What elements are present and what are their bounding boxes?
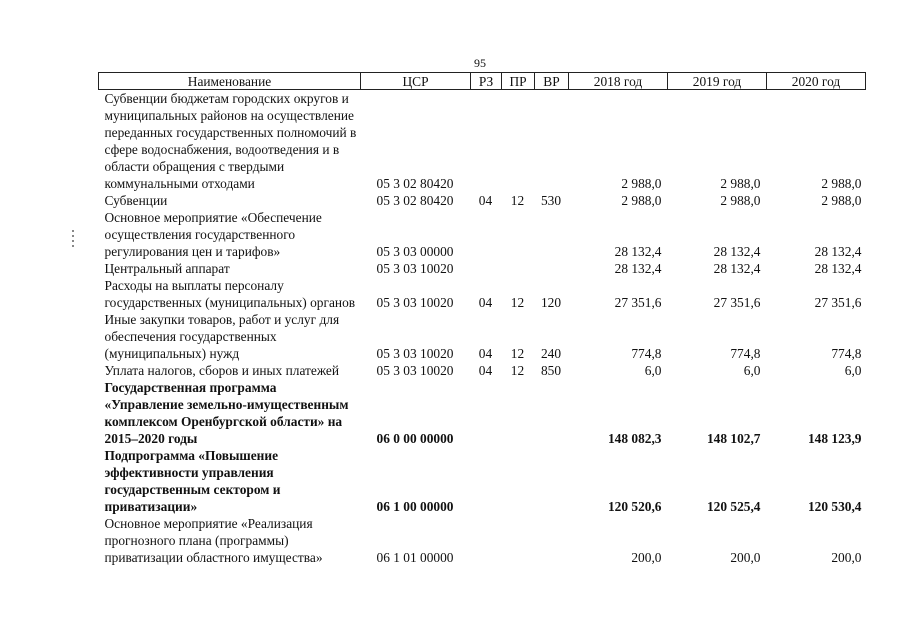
row-2018: 774,8	[631, 346, 662, 361]
row-rz	[471, 260, 502, 277]
row-2019: 774,8	[730, 346, 761, 361]
row-pr	[502, 379, 535, 447]
row-name: Центральный аппарат	[104, 261, 230, 276]
row-2018: 148 082,3	[607, 431, 662, 446]
row-csr: 05 3 02 80420	[376, 193, 454, 208]
row-csr: 06 1 01 00000	[376, 550, 454, 565]
header-2019: 2019 год	[668, 73, 767, 90]
row-rz: 04	[478, 193, 493, 208]
row-pr: 12	[510, 363, 525, 378]
row-csr: 05 3 03 00000	[376, 244, 454, 259]
table-row	[99, 379, 866, 447]
row-2019: 2 988,0	[720, 176, 761, 191]
row-vr	[535, 260, 569, 277]
row-vr: 530	[540, 193, 562, 208]
header-rz: РЗ	[471, 73, 502, 90]
row-pr	[502, 209, 535, 260]
row-vr	[535, 209, 569, 260]
row-2020: 774,8	[831, 346, 862, 361]
table-row	[99, 90, 866, 193]
row-pr	[502, 90, 535, 193]
header-vr: ВР	[535, 73, 569, 90]
row-2020: 200,0	[831, 550, 862, 565]
header-2018: 2018 год	[569, 73, 668, 90]
row-csr: 05 3 03 10020	[376, 261, 454, 276]
row-pr	[502, 260, 535, 277]
row-name: Иные закупки товаров, работ и услуг для обеспечения государственных (муниципальных) нужд	[104, 312, 340, 361]
row-2020: 28 132,4	[814, 244, 862, 259]
row-csr: 05 3 03 10020	[376, 363, 454, 378]
header-csr: ЦСР	[361, 73, 471, 90]
budget-table	[98, 72, 866, 566]
table-row	[99, 192, 866, 209]
row-name: Подпрограмма «Повышение эффективности управления государственным сектором и приватизации»	[104, 448, 281, 514]
row-2020: 2 988,0	[821, 176, 862, 191]
table-row	[99, 277, 866, 311]
row-2018: 120 520,6	[607, 499, 662, 514]
row-2019: 2 988,0	[720, 193, 761, 208]
row-2019: 28 132,4	[713, 244, 761, 259]
row-rz	[471, 90, 502, 193]
table-row	[99, 209, 866, 260]
row-pr: 12	[510, 346, 525, 361]
margin-marks	[72, 230, 75, 250]
table-header-row	[99, 73, 866, 90]
row-2018: 6,0	[644, 363, 662, 378]
table-row	[99, 260, 866, 277]
row-name: Расходы на выплаты персоналу государственных (муниципальных) органов	[104, 278, 356, 310]
row-csr: 05 3 03 10020	[376, 295, 454, 310]
row-name: Субвенции бюджетам городских округов и муниципальных районов на осуществление переданных государственных полномочий в сфере водоснабжения, водоотведения и в области обращения с твердыми коммунальными отходами	[104, 91, 357, 191]
row-vr: 240	[540, 346, 562, 361]
row-2019: 200,0	[730, 550, 761, 565]
row-pr	[502, 515, 535, 566]
row-rz: 04	[478, 346, 493, 361]
row-csr: 05 3 02 80420	[376, 176, 454, 191]
row-vr: 850	[540, 363, 562, 378]
table-body	[99, 90, 866, 567]
row-csr: 06 0 00 00000	[376, 431, 454, 446]
page-number: 95	[474, 56, 486, 70]
header-name: Наименование	[99, 73, 361, 90]
budget-table-container	[98, 72, 865, 566]
row-name: Субвенции	[104, 193, 168, 208]
row-2020: 2 988,0	[821, 193, 862, 208]
row-rz	[471, 379, 502, 447]
table-row	[99, 447, 866, 515]
row-2019: 28 132,4	[713, 261, 761, 276]
row-rz: 04	[478, 295, 493, 310]
row-2018: 200,0	[631, 550, 662, 565]
row-2018: 2 988,0	[621, 176, 662, 191]
row-2019: 27 351,6	[713, 295, 761, 310]
row-vr	[535, 447, 569, 515]
row-rz	[471, 515, 502, 566]
row-2020: 27 351,6	[814, 295, 862, 310]
header-2020: 2020 год	[767, 73, 866, 90]
row-pr: 12	[510, 193, 525, 208]
row-2018: 28 132,4	[614, 261, 662, 276]
row-name: Государственная программа «Управление земельно-имущественным комплексом Оренбургской области» на 2015–2020 годы	[104, 380, 349, 446]
row-2020: 148 123,9	[807, 431, 862, 446]
row-name: Основное мероприятие «Обеспечение осуществления государственного регулирования цен и тарифов»	[104, 210, 322, 259]
row-vr	[535, 90, 569, 193]
table-row	[99, 515, 866, 566]
row-rz	[471, 447, 502, 515]
row-vr: 120	[540, 295, 562, 310]
row-name: Основное мероприятие «Реализация прогнозного плана (программы) приватизации областного имущества»	[104, 516, 323, 565]
row-name: Уплата налогов, сборов и иных платежей	[104, 363, 340, 378]
row-rz	[471, 209, 502, 260]
row-2019: 120 525,4	[706, 499, 761, 514]
row-rz: 04	[478, 363, 493, 378]
row-2020: 6,0	[844, 363, 862, 378]
table-row	[99, 311, 866, 362]
row-2020: 120 530,4	[807, 499, 862, 514]
row-2020: 28 132,4	[814, 261, 862, 276]
row-vr	[535, 515, 569, 566]
row-2018: 27 351,6	[614, 295, 662, 310]
row-2018: 28 132,4	[614, 244, 662, 259]
row-2019: 6,0	[743, 363, 761, 378]
row-pr: 12	[510, 295, 525, 310]
row-pr	[502, 447, 535, 515]
row-2018: 2 988,0	[621, 193, 662, 208]
header-pr: ПР	[502, 73, 535, 90]
row-csr: 06 1 00 00000	[376, 499, 454, 514]
row-vr	[535, 379, 569, 447]
row-csr: 05 3 03 10020	[376, 346, 454, 361]
row-2019: 148 102,7	[706, 431, 761, 446]
table-row	[99, 362, 866, 379]
